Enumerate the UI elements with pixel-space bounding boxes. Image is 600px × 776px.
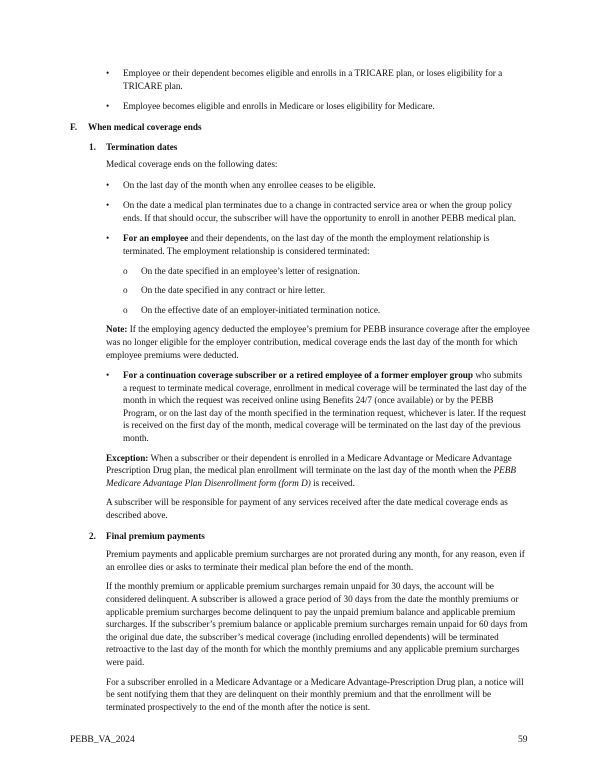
subsection-title: Termination dates <box>106 142 178 153</box>
exception-text-end: is received. <box>310 477 355 488</box>
note-label: Note: <box>106 324 128 335</box>
paragraph: Premium payments and applicable premium surcharges are not prorated during any month, for any reason, even if an enrollee dies or asks to terminate their medical plan before the end of the month. <box>106 549 525 572</box>
circle-bullet-icon: o <box>123 285 128 296</box>
page-content <box>0 67 600 713</box>
footer-page-number: 59 <box>518 735 528 745</box>
sub-list-text: On the date specified in any contract or hire letter. <box>141 285 326 296</box>
bullet-icon: • <box>106 233 110 244</box>
bullet-rest: and their dependents, on the last day of the month the employment relationship is terminated. The employment relationship is considered terminated: <box>123 233 490 256</box>
exception-paragraph <box>106 452 531 490</box>
subsection-heading <box>0 530 600 543</box>
bullet-icon: • <box>106 68 110 78</box>
paragraph: A subscriber will be responsible for payment of any services received after the date medical coverage ends as described above. <box>106 497 508 521</box>
subsection-number: 1. <box>89 142 96 153</box>
bullet-item <box>0 232 528 257</box>
bullet-text: Employee or their dependent becomes eligible and enrolls in a TRICARE plan, or loses eligibility for a TRICARE plan. <box>123 68 503 91</box>
bullet-text <box>123 232 528 257</box>
paragraph: For a subscriber enrolled in a Medicare Advantage or a Medicare Advantage-Prescription Drug plan, a notice will be sent notifying them that they are delinquent on their monthly premium and that the enrollment will be terminated prospectively to the end of the month after the notice is sent. <box>106 676 524 712</box>
exception-label: Exception: <box>106 452 149 463</box>
note-text: If the employing agency deducted the employee’s premium for PEBB insurance coverage after the employee was no longer eligible for the employer contribution, medical coverage ends the last day of the month for which employee premiums were deducted. <box>106 324 530 360</box>
sub-list-text: On the effective date of an employer-initiated termination notice. <box>141 304 381 315</box>
sub-list-item <box>0 304 600 317</box>
exception-text: When a subscriber or their dependent is enrolled in a Medicare Advantage or Medicare Advantage Prescription Drug plan, the medical plan enrollment will terminate on the last day of the month when the <box>106 452 512 476</box>
bullet-icon: • <box>106 200 110 211</box>
circle-bullet-icon: o <box>123 304 128 315</box>
bullet-text: Employee becomes eligible and enrolls in Medicare or loses eligibility for Medicare. <box>123 101 435 112</box>
section-title: When medical coverage ends <box>88 121 202 132</box>
bullet-item <box>0 369 528 445</box>
bullet-text: On the last day of the month when any enrollee ceases to be eligible. <box>123 179 376 190</box>
subsection-heading <box>0 141 600 154</box>
sub-list-item <box>0 265 600 278</box>
subsection-title: Final premium payments <box>106 530 205 541</box>
sub-list-text: On the date specified in an employee’s letter of resignation. <box>141 265 360 276</box>
circle-bullet-icon: o <box>123 265 128 276</box>
bullet-item <box>0 199 528 224</box>
bullet-item <box>0 67 528 92</box>
section-heading <box>0 121 600 134</box>
form-name: PEBB Medicare Advantage Plan Disenrollment form (form D) <box>106 465 517 488</box>
bold-lead: For a continuation coverage subscriber or a retired employee of a former employer group <box>123 370 474 381</box>
sub-list-item <box>0 284 600 297</box>
bullet-item <box>0 179 528 192</box>
paragraph: If the monthly premium or applicable premium surcharges remain unpaid for 30 days, the account will be considered delinquent. A subscriber is allowed a grace period of 30 days from the date the monthly premiums or applicable premium surcharges become delinquent to pay the unpaid premium balance and applicable premium surcharges. If the subscriber’s premium balance or applicable premium surcharges remain unpaid for 60 days from the original due date, the subscriber’s medical coverage (including enrolled dependents) will be terminated retroactive to the last day of the month for which the monthly premiums and any applicable premium surcharges were paid. <box>106 581 528 667</box>
subsection-number: 2. <box>89 530 96 541</box>
bullet-icon: • <box>106 370 110 381</box>
bullet-rest: who submits a request to terminate medical coverage, enrollment in medical coverage will be terminated the last day of the month in which the request was received online using Benefits 24/7 (once available) or by the PEBB Program, or on the last day of the month specified in the termination request, whichever is later. If the request is received on the first day of the month, medical coverage will be terminated on the last day of the previous month. <box>123 370 527 444</box>
paragraph: Medical coverage ends on the following dates: <box>106 158 278 169</box>
bullet-text <box>123 369 528 445</box>
footer-doc-id: PEBB_VA_2024 <box>70 735 135 745</box>
bullet-icon: • <box>106 179 110 190</box>
bullet-text: On the date a medical plan terminates due to a change in contracted service area or when the group policy ends. If that should occur, the subscriber will have the opportunity to enroll in another PEBB medical plan. <box>123 200 517 223</box>
bold-lead: For an employee <box>123 233 189 244</box>
section-letter: F. <box>70 121 78 132</box>
bullet-item <box>0 100 528 113</box>
bullet-icon: • <box>106 101 110 112</box>
note-paragraph <box>106 323 531 361</box>
